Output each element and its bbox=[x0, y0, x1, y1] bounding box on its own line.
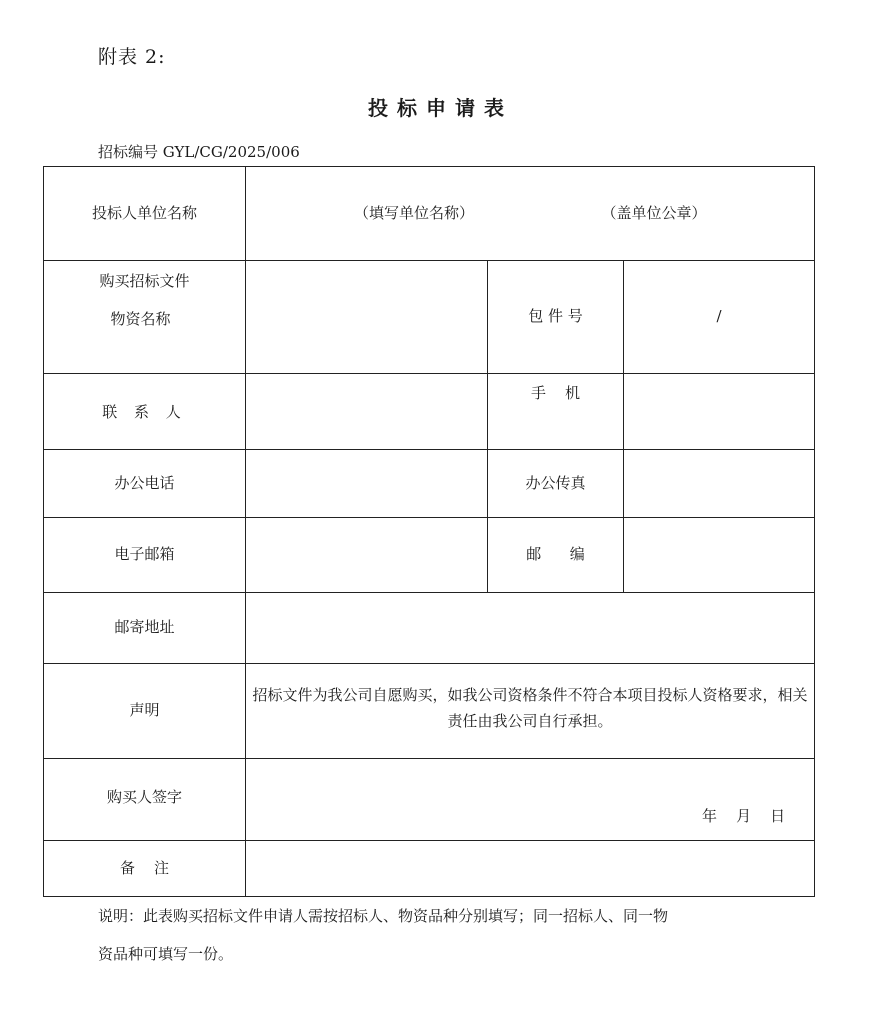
goods-label-line2: 物资名称 bbox=[110, 310, 171, 328]
footnote-line2: 资品种可填写一份。 bbox=[98, 945, 234, 963]
office-fax-input[interactable] bbox=[624, 450, 814, 517]
form-title: 投标申请表 bbox=[368, 96, 513, 120]
postcode-input[interactable] bbox=[624, 518, 814, 592]
statement-label: 声明 bbox=[129, 701, 160, 720]
goods-label-line1: 购买招标文件 bbox=[99, 272, 190, 290]
statement-text: 招标文件为我公司自愿购买，如我公司资格条件不符合本项目投标人资格要求，相关责任由我公司自行承担。 bbox=[252, 686, 808, 730]
mobile-input[interactable] bbox=[624, 374, 814, 449]
footnote-line1: 说明：此表购买招标文件申请人需按招标人、物资品种分别填写；同一招标人、同一物 bbox=[98, 907, 669, 925]
goods-name-input[interactable] bbox=[246, 261, 487, 373]
package-number-value[interactable]: / bbox=[716, 307, 722, 326]
postcode-label: 邮 编 bbox=[526, 545, 585, 564]
company-seal-area[interactable] bbox=[589, 167, 719, 260]
office-phone-input[interactable] bbox=[246, 450, 487, 517]
contact-person-input[interactable] bbox=[246, 374, 487, 449]
attachment-label: 附表 2: bbox=[98, 46, 166, 68]
mailing-address-input[interactable] bbox=[246, 593, 814, 663]
mobile-label: 手 机 bbox=[530, 383, 581, 402]
bidder-name-label: 投标人单位名称 bbox=[91, 204, 197, 223]
goods-name-label bbox=[44, 260, 245, 373]
bidder-name-input[interactable] bbox=[344, 167, 484, 260]
contact-person-label: 联 系 人 bbox=[102, 402, 187, 421]
package-number-label: 包 件 号 bbox=[528, 307, 583, 326]
remark-input[interactable] bbox=[246, 841, 814, 896]
office-phone-label: 办公电话 bbox=[114, 473, 175, 492]
office-fax-label: 办公传真 bbox=[525, 473, 586, 492]
email-input[interactable] bbox=[246, 518, 487, 592]
bidder-name-hint: （填写单位名称） bbox=[353, 204, 474, 223]
email-label: 电子邮箱 bbox=[114, 545, 175, 564]
seal-hint: （盖单位公章） bbox=[601, 204, 707, 223]
application-form-table bbox=[43, 166, 815, 897]
buyer-signature-area[interactable] bbox=[246, 759, 814, 840]
buyer-signature-label: 购买人签字 bbox=[106, 787, 182, 806]
tender-number: 招标编号 GYL/CG/2025/006 bbox=[98, 143, 300, 161]
signature-date: 年 月 日 bbox=[702, 807, 786, 825]
remark-label: 备 注 bbox=[119, 858, 170, 877]
mailing-address-label: 邮寄地址 bbox=[114, 618, 175, 637]
